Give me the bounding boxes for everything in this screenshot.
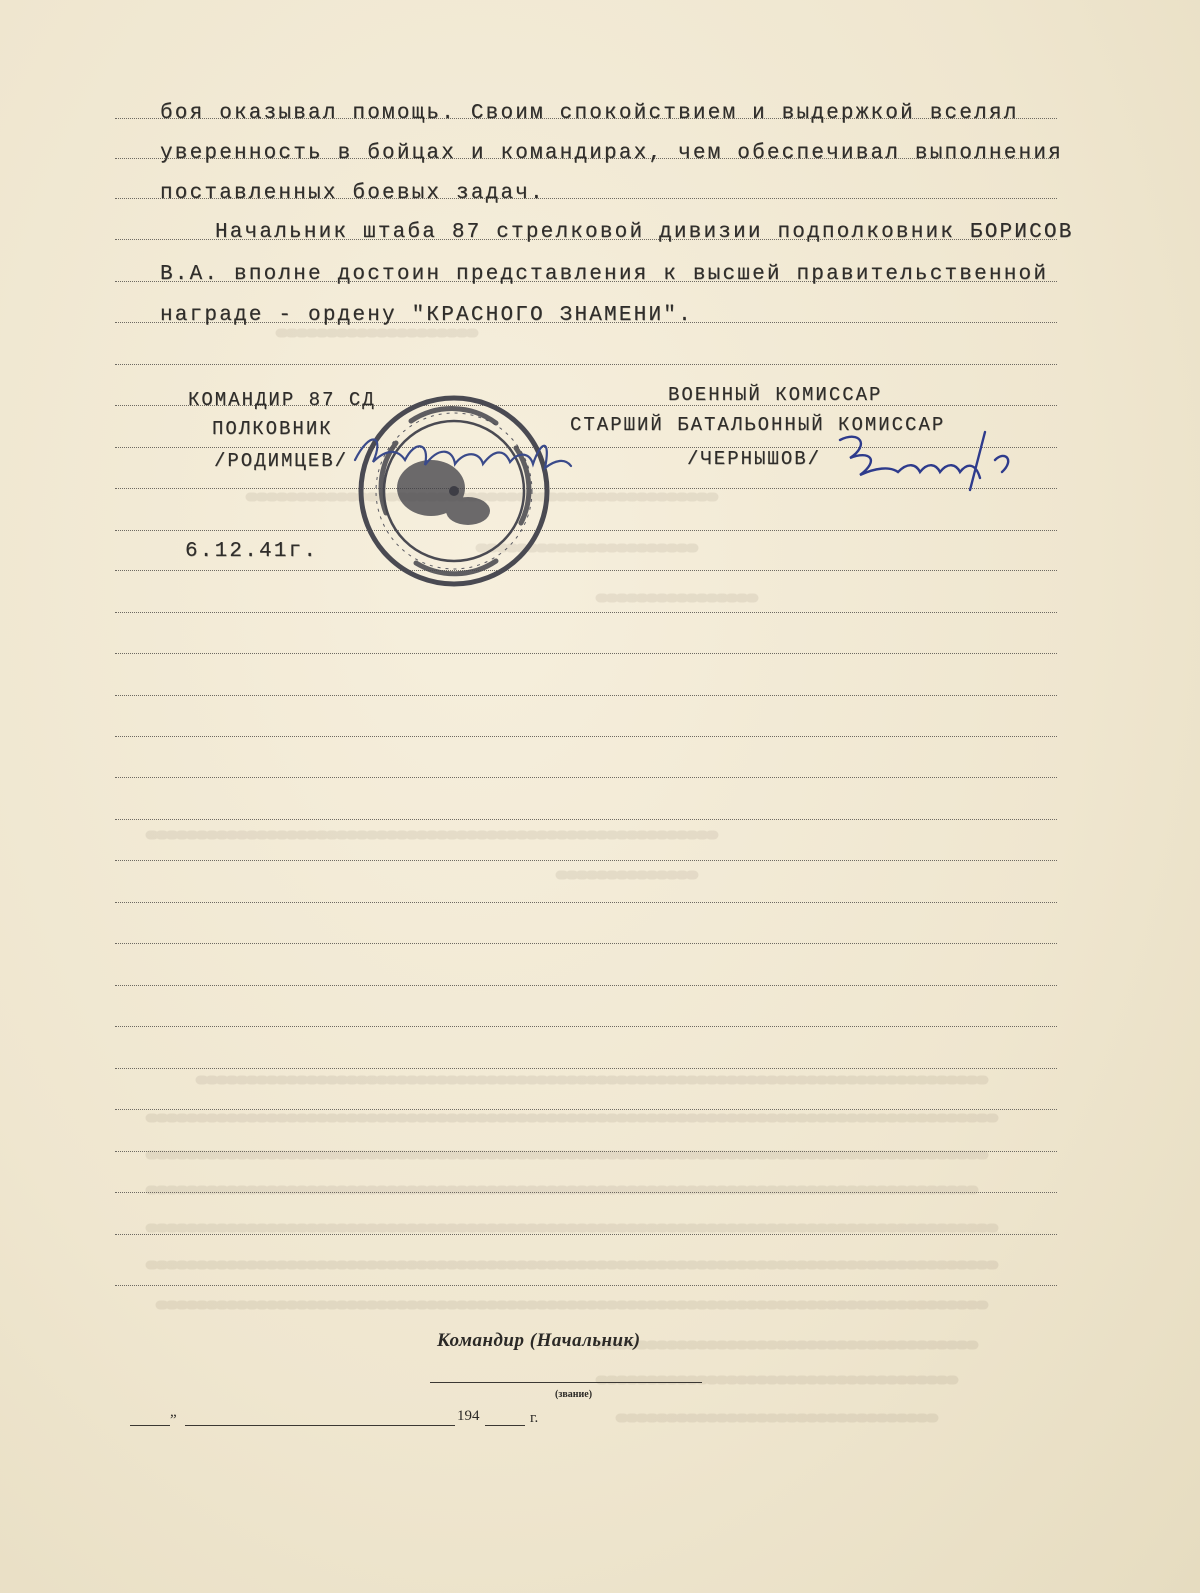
form-commander-caption: Командир (Начальник) xyxy=(437,1330,641,1351)
left-signatory-name: /РОДИМЦЕВ/ xyxy=(214,450,349,472)
body-line-4: Начальник штаба 87 стрелковой дивизии подполковник БОРИСОВ xyxy=(215,221,1074,244)
form-rank-hint: (звание) xyxy=(555,1389,593,1400)
left-signatory-title: КОМАНДИР 87 СД xyxy=(188,389,376,411)
body-line-6: награде - ордену "КРАСНОГО ЗНАМЕНИ". xyxy=(160,304,693,327)
form-day-line xyxy=(130,1425,170,1426)
body-line-2: уверенность в бойцах и командирах, чем обеспечивал выполнения xyxy=(160,142,1063,165)
left-signatory-rank: ПОЛКОВНИК xyxy=(212,418,333,440)
form-year-suffix: г. xyxy=(530,1410,539,1426)
form-month-line xyxy=(185,1425,455,1426)
body-line-5: В.А. вполне достоин представления к высшей правительственной xyxy=(160,263,1049,286)
body-line-3: поставленных боевых задач. xyxy=(160,182,545,205)
document-date: 6.12.41г. xyxy=(185,540,319,563)
form-date-quote: „ xyxy=(170,1404,177,1420)
body-line-1: боя оказывал помощь. Своим спокойствием и выдержкой вселял xyxy=(160,102,1019,125)
form-year-prefix: 194 xyxy=(457,1408,480,1424)
right-signatory-name: /ЧЕРНЫШОВ/ xyxy=(687,448,822,470)
commissar-signature xyxy=(820,420,1030,495)
form-rank-line xyxy=(430,1382,702,1383)
right-signatory-title: ВОЕННЫЙ КОМИССАР xyxy=(668,384,883,406)
form-year-line xyxy=(485,1425,525,1426)
commander-signature xyxy=(345,420,585,490)
right-signatory-rank: СТАРШИЙ БАТАЛЬОННЫЙ КОМИССАР xyxy=(570,414,946,436)
